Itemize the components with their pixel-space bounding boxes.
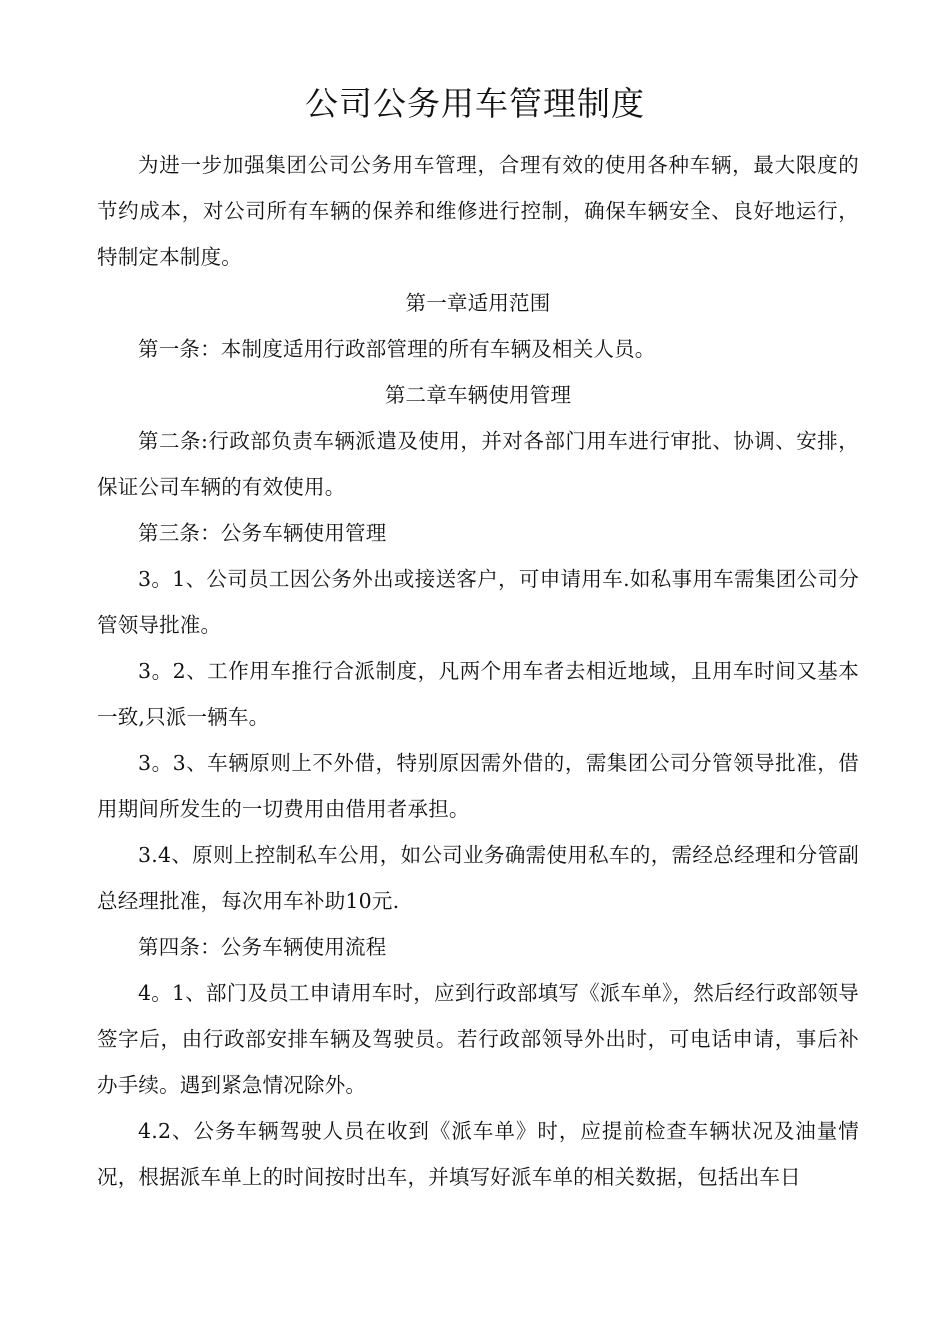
clause-3-4-paragraph: 3.4、原则上控制私车公用，如公司业务确需使用私车的，需经总经理和分管副总经理批准，每次用车补助10元. [97,843,859,913]
chapter-2-heading: 第二章车辆使用管理 [384,383,572,407]
clause-3-1-paragraph: 3。1、公司员工因公务外出或接送客户，可申请用车.如私事用车需集团公司分管领导批准。 [97,567,859,637]
article-4-heading: 第四条：公务车辆使用流程 [138,935,387,959]
intro-paragraph: 为进一步加强集团公司公务用车管理，合理有效的使用各种车辆，最大限度的节约成本，对公司所有车辆的保养和维修进行控制，确保车辆安全、良好地运行，特制定本制度。 [97,153,859,269]
clause-3-2-paragraph: 3。2、工作用车推行合派制度，凡两个用车者去相近地域，且用车时间又基本一致,只派一辆车。 [97,659,859,729]
clause-3-3-paragraph: 3。3、车辆原则上不外借，特别原因需外借的，需集团公司分管领导批准，借用期间所发生的一切费用由借用者承担。 [97,751,859,821]
chapter-1-heading: 第一章适用范围 [405,291,551,315]
clause-4-2-paragraph: 4.2、公务车辆驾驶人员在收到《派车单》时，应提前检查车辆状况及油量情况，根据派车单上的时间按时出车，并填写好派车单的相关数据，包括出车日 [97,1119,859,1189]
clause-4-1-paragraph: 4。1、部门及员工申请用车时，应到行政部填写《派车单》，然后经行政部领导签字后，由行政部安排车辆及驾驶员。若行政部领导外出时，可电话申请，事后补办手续。遇到紧急情况除外。 [97,981,859,1097]
article-2-paragraph: 第二条:行政部负责车辆派遣及使用，并对各部门用车进行审批、协调、安排，保证公司车辆的有效使用。 [97,429,859,499]
document-body [97,142,859,1200]
article-1-paragraph: 第一条：本制度适用行政部管理的所有车辆及相关人员。 [138,337,656,361]
document-title: 公司公务用车管理制度 [305,84,645,123]
article-3-heading: 第三条：公务车辆使用管理 [138,521,387,545]
